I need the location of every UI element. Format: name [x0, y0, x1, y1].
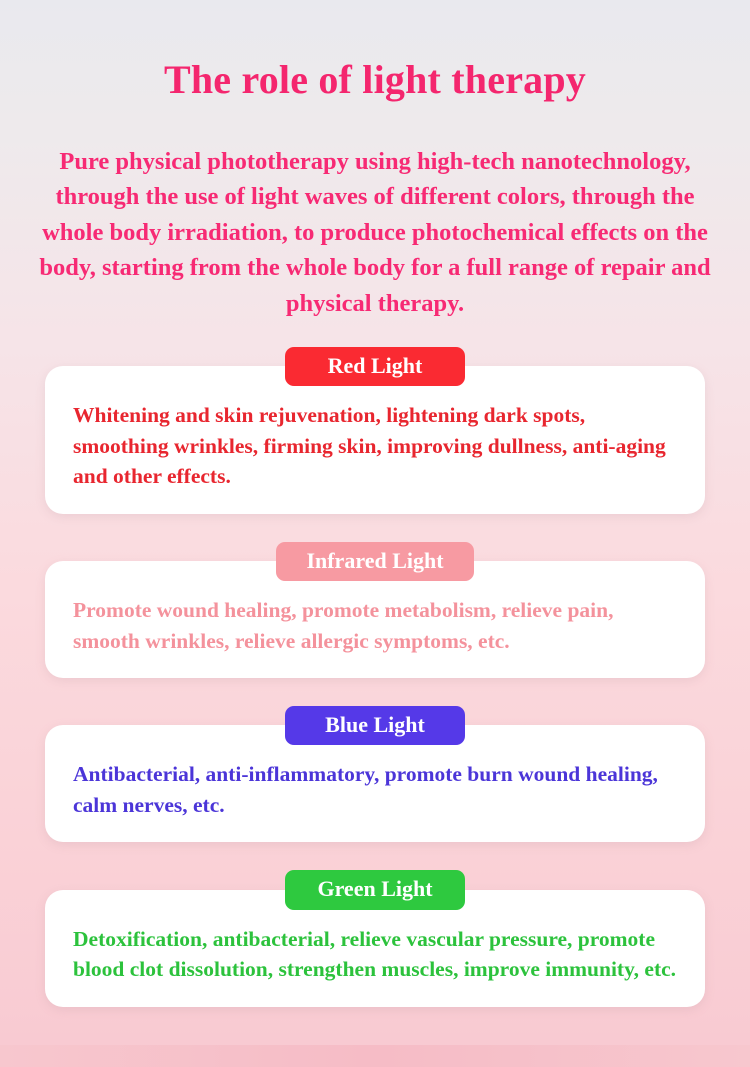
badge-wrap-infrared: [45, 542, 705, 581]
card-text-blue-light: Antibacterial, anti-inflammatory, promote burn wound healing, calm nerves, etc.: [73, 762, 658, 817]
bottom-decorative-strip: [0, 1045, 750, 1067]
badge-wrap-red: [45, 347, 705, 386]
badge-red-light: Red Light: [285, 347, 465, 386]
infographic-page: [0, 27, 750, 1067]
badge-wrap-blue: [45, 706, 705, 745]
page-title: The role of light therapy: [163, 56, 586, 102]
intro-paragraph: Pure physical phototherapy using high-tech nanotechnology, through the use of light waves of different colors, through the whole body irradiation, to produce photochemical effects on the body, starting from the whole body for a full range of repair and physical therapy.: [39, 147, 711, 317]
section-red-light: [45, 347, 705, 514]
card-text-green-light: Detoxification, antibacterial, relieve vascular pressure, promote blood clot dissolution, strengthen muscles, improve immunity, etc.: [73, 926, 677, 982]
card-text-infrared-light: Promote wound healing, promote metabolism, relieve pain, smooth wrinkles, relieve allergic symptoms, etc.: [73, 598, 614, 653]
section-infrared-light: [45, 542, 705, 678]
section-blue-light: [45, 706, 705, 842]
card-red-light: [45, 366, 705, 514]
light-sections: [0, 347, 750, 1006]
badge-blue-light: Blue Light: [285, 706, 465, 745]
badge-wrap-green: [45, 870, 705, 909]
card-text-red-light: Whitening and skin rejuvenation, lightening dark spots, smoothing wrinkles, firming skin, improving dullness, anti-aging and other effects.: [73, 403, 666, 489]
badge-infrared-light: Infrared Light: [276, 542, 473, 581]
badge-green-light: Green Light: [285, 870, 465, 909]
section-green-light: [45, 870, 705, 1006]
